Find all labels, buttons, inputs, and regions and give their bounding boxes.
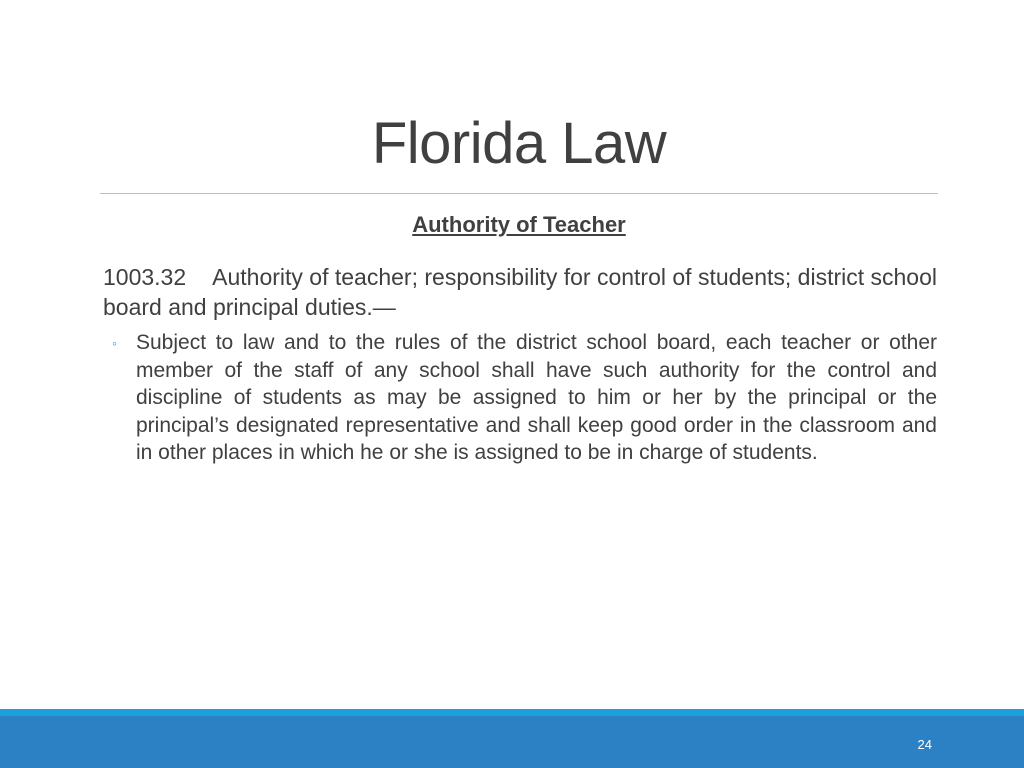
- statute-number: 1003.32: [103, 264, 187, 290]
- footer-bar: [0, 716, 1024, 768]
- bullet-item: [112, 329, 937, 467]
- bullet-text: Subject to law and to the rules of the district school board, each teacher or other member of the staff of any school shall have such authority for the control and discipline of students as may be assigned to him or her by the principal or the principal’s designated representative and shall keep good order in the classroom and in other places in which he or she is assigned to be in charge of students.: [136, 331, 937, 464]
- statute-paragraph: [103, 262, 937, 322]
- slide-subtitle: Authority of Teacher: [412, 212, 626, 237]
- page-number: 24: [917, 737, 932, 752]
- footer-accent-line: [0, 709, 1024, 716]
- slide-title: Florida Law: [371, 111, 667, 176]
- hollow-bullet-icon: ◦: [112, 335, 117, 351]
- statute-heading: Authority of teacher; responsibility for control of students; district school board and principal duties.—: [103, 264, 937, 320]
- title-divider: [100, 193, 938, 194]
